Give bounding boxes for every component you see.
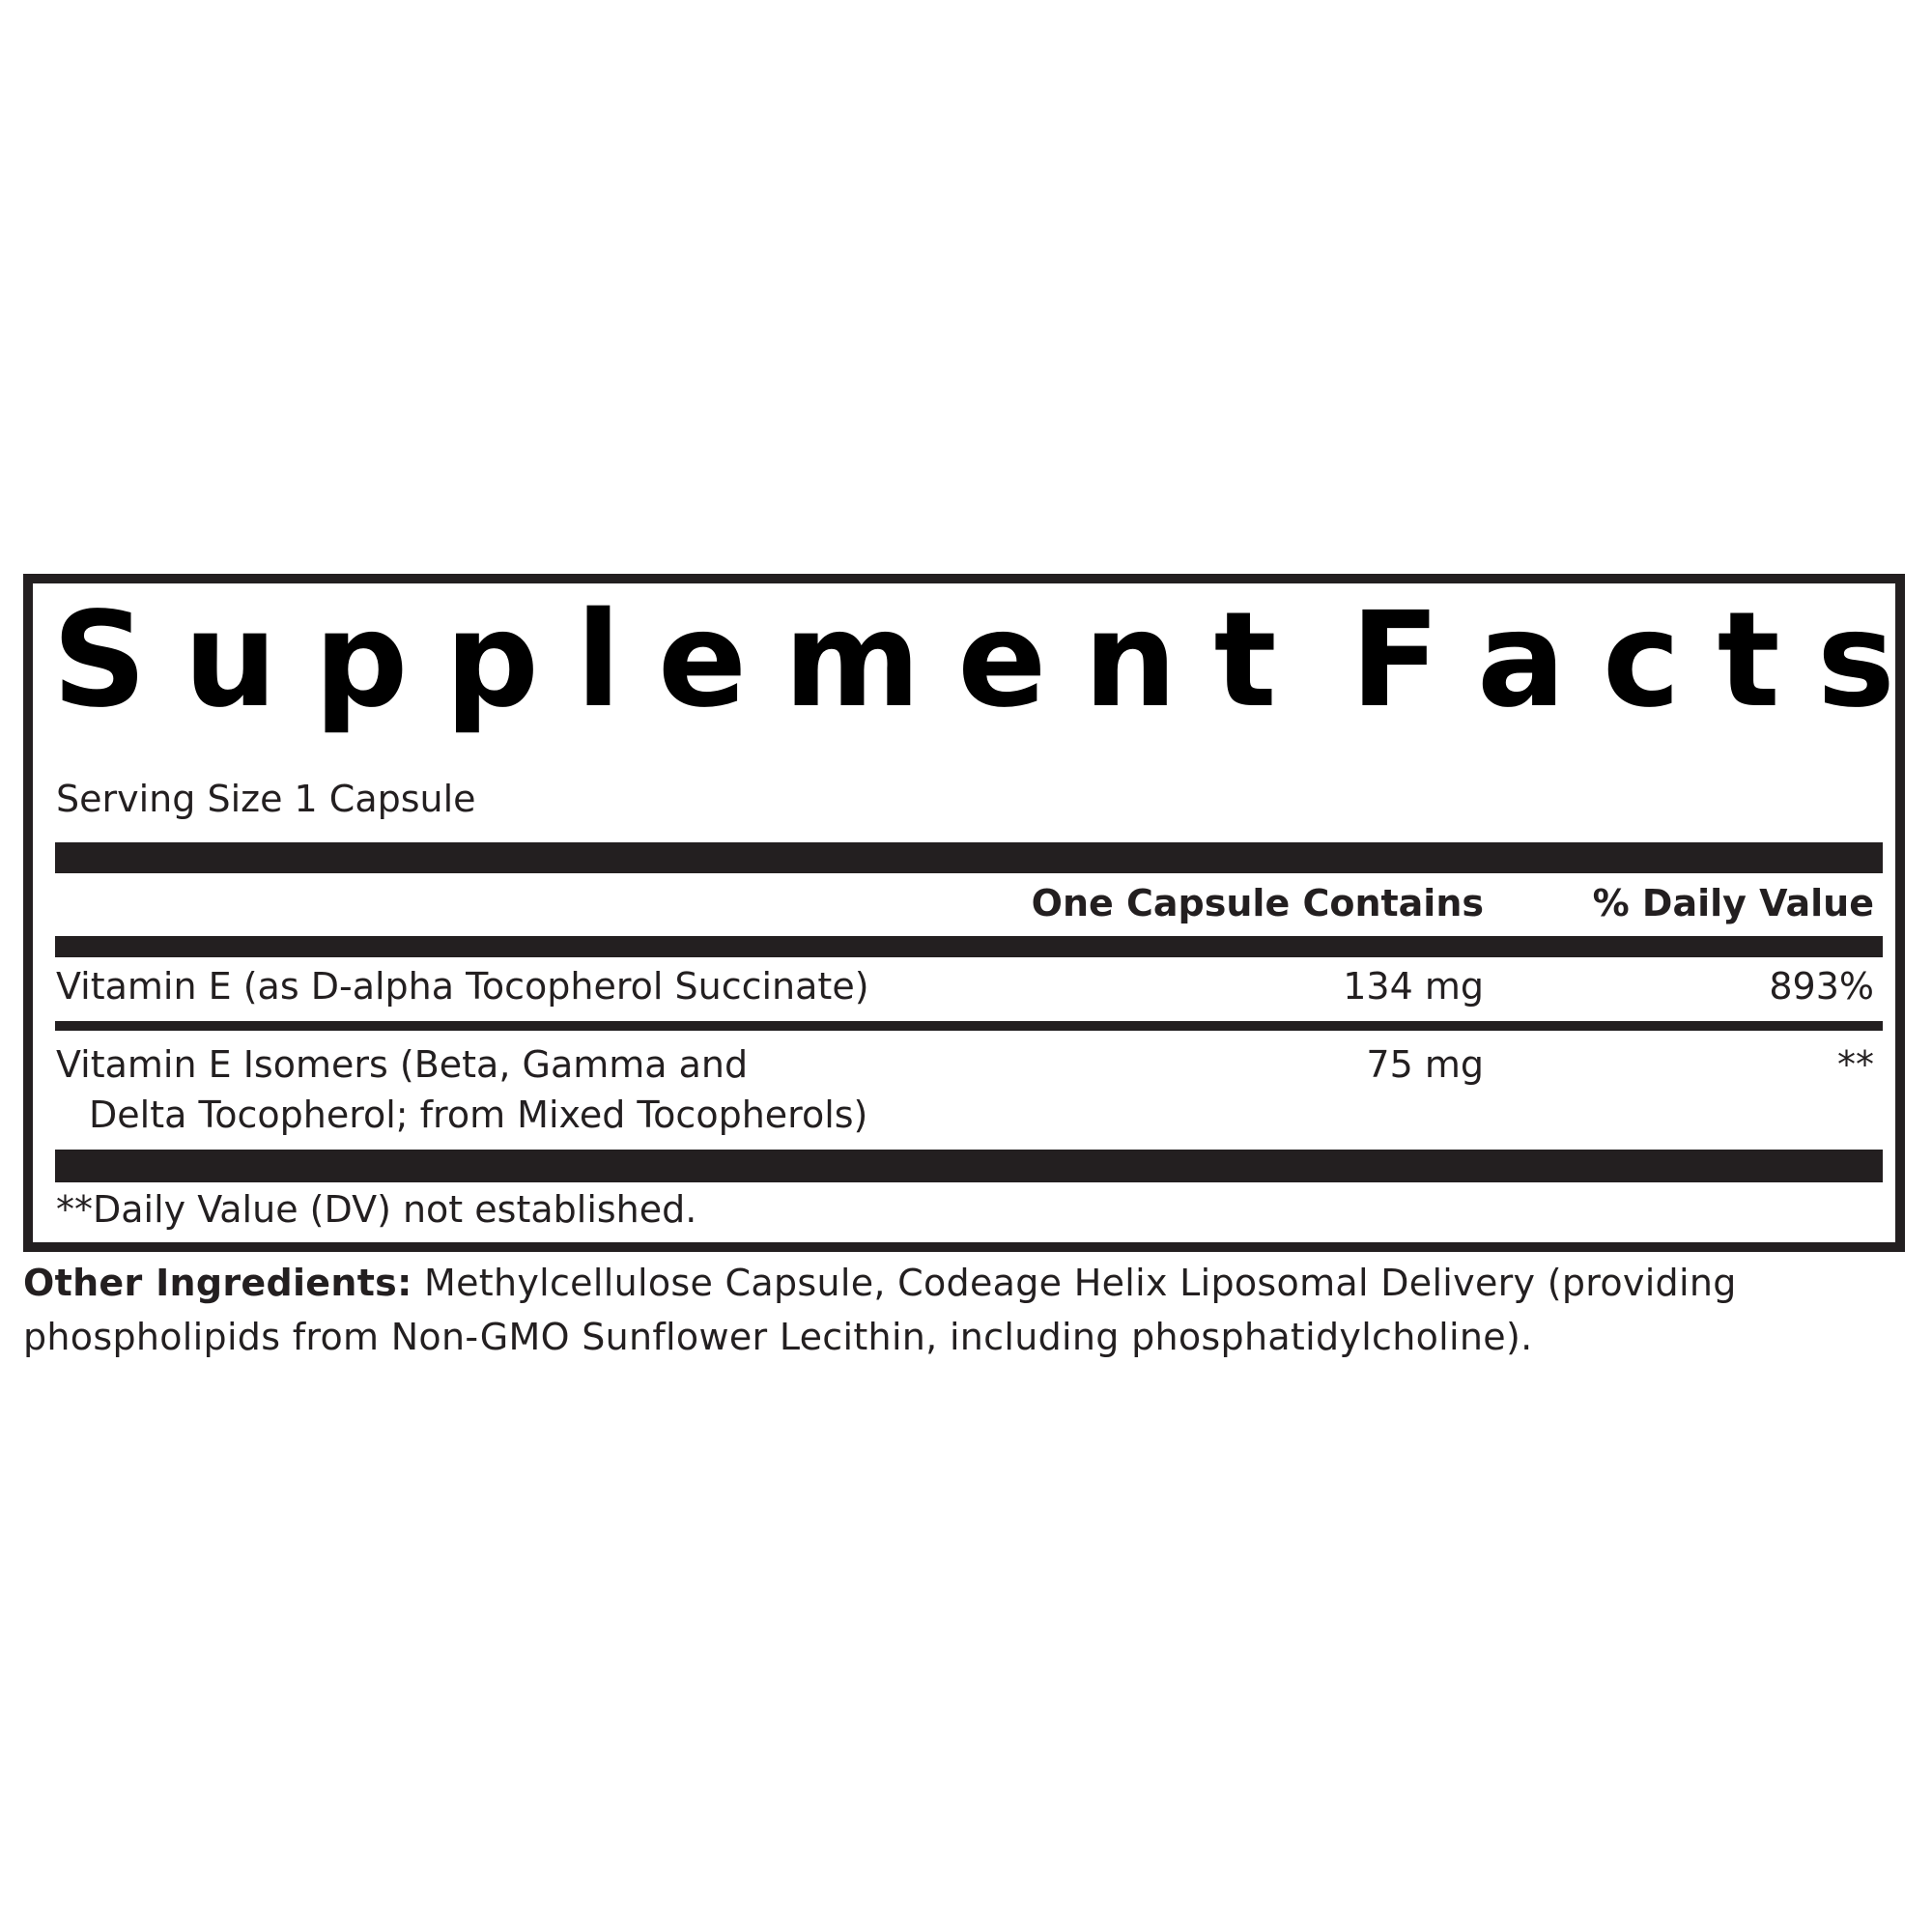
amount-column-header: One Capsule Contains [1031, 882, 1484, 924]
other-ingredients-label: Other Ingredients: [23, 1262, 412, 1304]
divider-bar-medium [55, 936, 1883, 957]
nutrient-amount: 134 mg [1343, 965, 1484, 1008]
nutrient-amount: 75 mg [1366, 1043, 1484, 1086]
title-letter: c [1602, 584, 1681, 737]
nutrient-name-line1: Vitamin E Isomers (Beta, Gamma and [56, 1043, 749, 1086]
title-letter: p [314, 584, 409, 737]
daily-value-column-header: % Daily Value [1592, 882, 1874, 924]
title-letter: F [1350, 584, 1440, 737]
other-ingredients-text: Methylcellulose Capsule, Codeage Helix Liposomal Delivery (providing phospholipids from Non-GMO Sunflower Lecithin, including phosphatidylcholine). [23, 1262, 1737, 1358]
divider-bar-thick [55, 1150, 1883, 1182]
supplement-facts-panel [23, 574, 1905, 1252]
title-letter: e [957, 584, 1047, 737]
divider-bar-thick [55, 842, 1883, 873]
title-letter: s [1816, 584, 1895, 737]
title-letter: n [1083, 584, 1178, 737]
title-letter: t [1717, 584, 1780, 737]
divider-bar-thin [55, 1021, 1883, 1031]
title-letter: S [52, 584, 147, 737]
nutrient-daily-value: ** [1837, 1043, 1874, 1086]
title-letter: a [1476, 584, 1566, 737]
title-letter: l [576, 584, 621, 737]
panel-title [52, 584, 1895, 737]
title-letter: t [1213, 584, 1277, 737]
title-letter: e [657, 584, 748, 737]
nutrient-daily-value: 893% [1769, 965, 1874, 1008]
other-ingredients [23, 1256, 1917, 1364]
title-letter: u [184, 584, 277, 737]
footnote: **Daily Value (DV) not established. [56, 1188, 697, 1231]
serving-size: Serving Size 1 Capsule [56, 778, 476, 820]
title-letter: m [783, 584, 922, 737]
title-letter: p [444, 584, 539, 737]
nutrient-name: Vitamin E (as D-alpha Tocopherol Succinate) [56, 965, 869, 1008]
nutrient-name-line2: Delta Tocopherol; from Mixed Tocopherols) [89, 1094, 868, 1136]
